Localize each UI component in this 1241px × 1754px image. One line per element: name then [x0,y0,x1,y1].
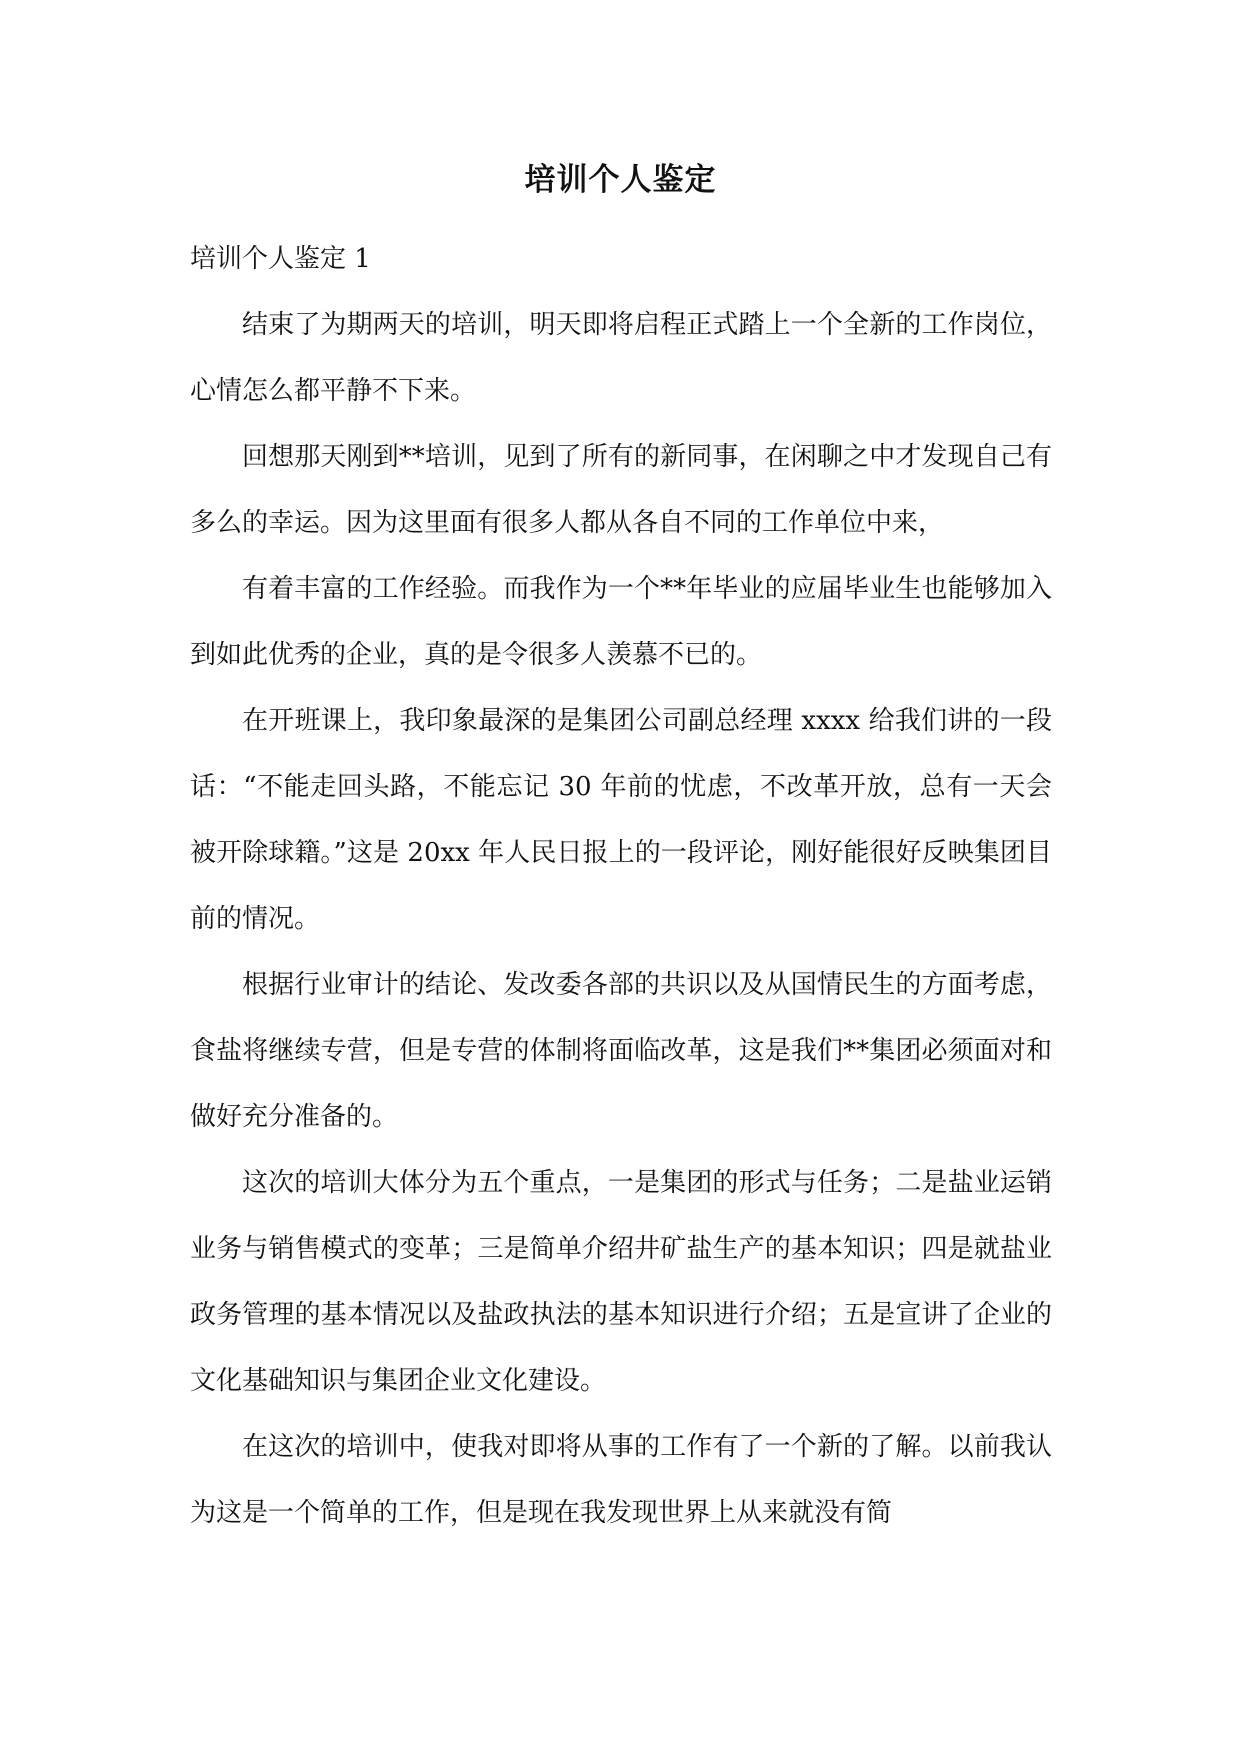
paragraph: 根据行业审计的结论、发改委各部的共识以及从国情民生的方面考虑，食盐将继续专营，但是专营的体制将面临改革，这是我们**集团必须面对和做好充分准备的。 [190,970,1052,1132]
paragraph: 有着丰富的工作经验。而我作为一个**年毕业的应届毕业生也能够加入到如此优秀的企业，真的是令很多人羡慕不已的。 [190,574,1052,670]
paragraph: 回想那天刚到**培训，见到了所有的新同事，在闲聊之中才发现自己有多么的幸运。因为这里面有很多人都从各自不同的工作单位中来， [190,442,1052,538]
document-title: 培训个人鉴定 [524,162,717,198]
paragraph: 结束了为期两天的培训，明天即将启程正式踏上一个全新的工作岗位，心情怎么都平静不下来。 [190,310,1052,406]
paragraph: 在这次的培训中，使我对即将从事的工作有了一个新的了解。以前我认为这是一个简单的工作，但是现在我发现世界上从来就没有简 [190,1432,1052,1528]
document-body [190,226,1052,1546]
section-heading: 培训个人鉴定 1 [190,244,371,274]
paragraph: 在开班课上，我印象最深的是集团公司副总经理 xxxx 给我们讲的一段话：“不能走回头路，不能忘记 30 年前的忧虑，不改革开放，总有一天会被开除球籍。”这是 20xx 年人民日报上的一段评论，刚好能很好反映集团目前的情况。 [190,706,1052,934]
paragraph: 这次的培训大体分为五个重点，一是集团的形式与任务；二是盐业运销业务与销售模式的变革；三是简单介绍井矿盐生产的基本知识；四是就盐业政务管理的基本情况以及盐政执法的基本知识进行介绍；五是宣讲了企业的文化基础知识与集团企业文化建设。 [190,1168,1052,1396]
